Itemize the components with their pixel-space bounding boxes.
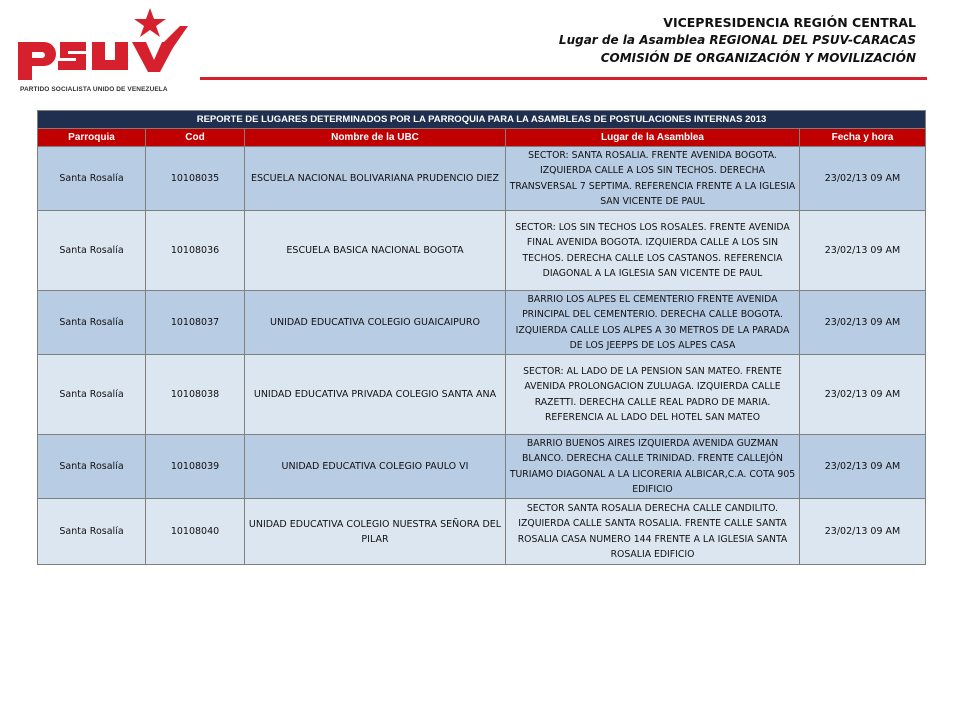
- cell-cod: 10108040: [146, 499, 245, 565]
- cell-fecha: 23/02/13 09 AM: [800, 147, 926, 211]
- table-row: [38, 147, 926, 211]
- cell-ubc: UNIDAD EDUCATIVA PRIVADA COLEGIO SANTA ANA: [245, 355, 506, 435]
- report-table: [37, 110, 926, 565]
- cell-fecha: 23/02/13 09 AM: [800, 291, 926, 355]
- column-header-fecha: Fecha y hora: [800, 129, 926, 147]
- cell-ubc: ESCUELA NACIONAL BOLIVARIANA PRUDENCIO DIEZ: [245, 147, 506, 211]
- header-title: VICEPRESIDENCIA REGIÓN CENTRAL: [663, 15, 916, 30]
- cell-parroquia: Santa Rosalía: [38, 147, 146, 211]
- cell-parroquia: Santa Rosalía: [38, 355, 146, 435]
- table-row: [38, 435, 926, 499]
- column-header-cod: Cod: [146, 129, 245, 147]
- cell-cod: 10108036: [146, 211, 245, 291]
- cell-fecha: 23/02/13 09 AM: [800, 211, 926, 291]
- cell-ubc: UNIDAD EDUCATIVA COLEGIO NUESTRA SEÑORA DEL PILAR: [245, 499, 506, 565]
- cell-lugar: SECTOR: LOS SIN TECHOS LOS ROSALES. FRENTE AVENIDA FINAL AVENIDA BOGOTA. IZQUIERDA CALLE A LOS SIN TECHOS. DERECHA CALLE LOS CASTANOS. REFERENCIA DIAGONAL A LA IGLESIA SAN VICENTE DE PAUL: [506, 211, 800, 291]
- psuv-logo: [14, 6, 194, 98]
- header-subtitle: Lugar de la Asamblea REGIONAL DEL PSUV-CARACAS: [558, 33, 916, 47]
- column-header-parroquia: Parroquia: [38, 129, 146, 147]
- cell-cod: 10108038: [146, 355, 245, 435]
- column-header-lugar: Lugar de la Asamblea: [506, 129, 800, 147]
- table-title: REPORTE DE LUGARES DETERMINADOS POR LA PARROQUIA PARA LA ASAMBLEAS DE POSTULACIONES INTERNAS 2013: [38, 111, 926, 129]
- cell-parroquia: Santa Rosalía: [38, 435, 146, 499]
- logo-subtitle: PARTIDO SOCIALISTA UNIDO DE VENEZUELA: [20, 86, 168, 93]
- column-header-ubc: Nombre de la UBC: [245, 129, 506, 147]
- cell-ubc: ESCUELA BASICA NACIONAL BOGOTA: [245, 211, 506, 291]
- cell-ubc: UNIDAD EDUCATIVA COLEGIO PAULO VI: [245, 435, 506, 499]
- star-icon: [134, 8, 166, 37]
- cell-cod: 10108037: [146, 291, 245, 355]
- header-divider: [200, 77, 927, 80]
- cell-fecha: 23/02/13 09 AM: [800, 435, 926, 499]
- table-header-row: [38, 129, 926, 147]
- cell-lugar: SECTOR: SANTA ROSALIA. FRENTE AVENIDA BOGOTA. IZQUIERDA CALLE A LOS SIN TECHOS. DERECHA TRANSVERSAL 7 SEPTIMA. REFERENCIA FRENTE A LA IGLESIA SAN VICENTE DE PAUL: [506, 147, 800, 211]
- cell-parroquia: Santa Rosalía: [38, 211, 146, 291]
- table-row: [38, 355, 926, 435]
- table-row: [38, 211, 926, 291]
- cell-parroquia: Santa Rosalía: [38, 499, 146, 565]
- header-commission: COMISIÓN DE ORGANIZACIÓN Y MOVILIZACIÓN: [600, 51, 916, 65]
- table-row: [38, 499, 926, 565]
- cell-lugar: BARRIO LOS ALPES EL CEMENTERIO FRENTE AVENIDA PRINCIPAL DEL CEMENTERIO. DERECHA CALLE BOGOTA. IZQUIERDA CALLE LOS ALPES A 30 METROS DE LA PARADA DE LOS JEEPPS DE LOS ALPES CASA: [506, 291, 800, 355]
- cell-lugar: BARRIO BUENOS AIRES IZQUIERDA AVENIDA GUZMAN BLANCO. DERECHA CALLE TRINIDAD. FRENTE CALLEJÓN TURIAMO DIAGONAL A LA LICORERIA ALBICAR,C.A. COTA 905 EDIFICIO: [506, 435, 800, 499]
- table-row: [38, 291, 926, 355]
- cell-ubc: UNIDAD EDUCATIVA COLEGIO GUAICAIPURO: [245, 291, 506, 355]
- psuv-logo-mark: [14, 6, 194, 86]
- cell-cod: 10108035: [146, 147, 245, 211]
- cell-lugar: SECTOR: AL LADO DE LA PENSION SAN MATEO. FRENTE AVENIDA PROLONGACION ZULUAGA. IZQUIERDA CALLE RAZETTI. DERECHA CALLE REAL PADRO DE MARIA. REFERENCIA AL LADO DEL HOTEL SAN MATEO: [506, 355, 800, 435]
- cell-fecha: 23/02/13 09 AM: [800, 499, 926, 565]
- header-block: [559, 14, 916, 67]
- cell-fecha: 23/02/13 09 AM: [800, 355, 926, 435]
- cell-lugar: SECTOR SANTA ROSALIA DERECHA CALLE CANDILITO. IZQUIERDA CALLE SANTA ROSALIA. FRENTE CALLE SANTA ROSALIA CASA NUMERO 144 FRENTE A LA IGLESIA SANTA ROSALIA EDIFICIO: [506, 499, 800, 565]
- cell-cod: 10108039: [146, 435, 245, 499]
- cell-parroquia: Santa Rosalía: [38, 291, 146, 355]
